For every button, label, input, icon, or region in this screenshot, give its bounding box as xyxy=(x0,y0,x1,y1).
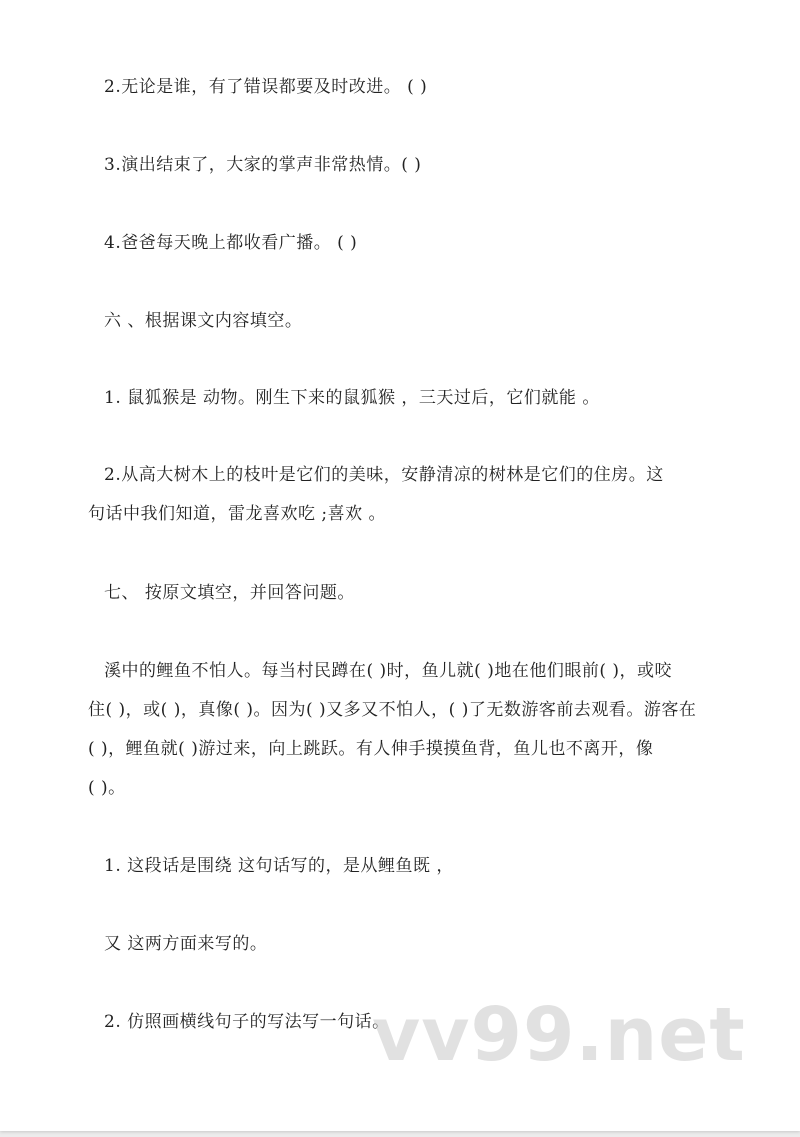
section-6-question-2-line-2: 句话中我们知道，雷龙喜欢吃 ;喜欢 。 xyxy=(88,504,387,524)
question-2: 2.无论是谁，有了错误都要及时改进。 ( ) xyxy=(104,77,428,97)
question-4: 4.爸爸每天晚上都收看广播。 ( ) xyxy=(104,233,358,253)
section-6-question-2-line-1: 2.从高大树木上的枝叶是它们的美味，安静清凉的树林是它们的住房。这 xyxy=(104,465,664,485)
section-7-question-2: 2. 仿照画横线句子的写法写一句话。 xyxy=(104,1012,390,1032)
section-7-question-1-line-1: 1. 这段话是围绕 这句话写的，是从鲤鱼既 ， xyxy=(104,856,454,876)
section-6-question-1: 1. 鼠狐猴是 动物。刚生下来的鼠狐猴 ，三天过后，它们就能 。 xyxy=(104,388,600,408)
section-6-heading: 六 、根据课文内容填空。 xyxy=(104,311,303,331)
watermark: vv99.net xyxy=(372,992,746,1078)
passage-line-2: 住( )，或( )，真像( )。因为( )又多又不怕人，( )了无数游客前去观看。游客在 xyxy=(88,700,697,720)
question-3: 3.演出结束了，大家的掌声非常热情。( ) xyxy=(104,155,422,175)
passage-line-3: ( )，鲤鱼就( )游过来，向上跳跃。有人伸手摸摸鱼背，鱼儿也不离开，像 xyxy=(88,739,654,759)
section-7-heading: 七、 按原文填空，并回答问题。 xyxy=(104,583,355,603)
passage-line-1: 溪中的鲤鱼不怕人。每当村民蹲在( )时，鱼儿就( )地在他们眼前( )，或咬 xyxy=(104,661,673,681)
section-7-question-1-line-2: 又 这两方面来写的。 xyxy=(104,934,268,954)
passage-line-4: ( )。 xyxy=(88,778,126,798)
